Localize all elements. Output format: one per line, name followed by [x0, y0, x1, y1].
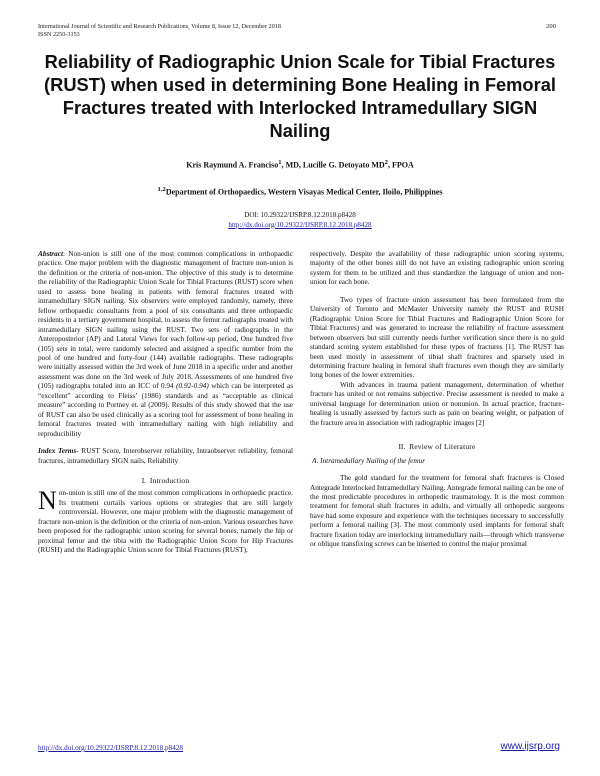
intro-paragraph-3: With advances in trauma patient management, determination of whether fracture has united or not remains subjective. Precise assessment is needed to make a universal language for determination union or nonunion. In actual practice, fracture-healing is usually assessed by factors such as pain on bearing weight, or palpation of the fracture area in association with radiographic images [2] — [310, 380, 564, 427]
author-2-affil: 2 — [384, 159, 388, 166]
section-title: Review of Literature — [409, 442, 476, 452]
section-title: Introduction — [149, 475, 190, 485]
paper-title: Reliability of Radiographic Union Scale for Tibial Fractures (RUST) when used in determining Bone Healing in Femoral Fractures treated with Interlocked Intramedullary SIGN Nailing — [44, 51, 556, 141]
footer-doi-link[interactable]: http://dx.doi.org/10.29322/IJSRP.8.12.2018.p8428 — [38, 744, 184, 752]
author-1-affil: 1 — [278, 159, 282, 166]
footer-site-link[interactable]: www.ijsrp.org — [500, 741, 560, 752]
index-terms — [38, 447, 293, 466]
author-1-degree: , MD, — [281, 160, 303, 170]
affiliation — [40, 186, 560, 197]
issn: ISSN 2250-3153 — [38, 31, 80, 38]
index-terms-label: Index Terms — [38, 447, 77, 456]
abstract-text: : Non-union is still one of the most common complications in orthopaedic practice. One major problem with the diagnostic management of fracture non-union is the definition or the criteria of non-union. The objective of this study is to determine the reliability of the Radiographic Union Scale for Tibial Fractures (RUST) score when used to assess bone healing in patients with femoral fractures treated with intramedullary SIGN nailing. Six observers were employed randomly, namely, three fellow orthopaedic consultants from a pool of six consultants and three orthopaedic residents in a tertiary government hospital, to assess the femur radiographs treated with intramedullary SIGN nailing using the RUST. Two sets of radiographs in the Anteroposterior (AP) and Lateral Views for each follow-up period, One hundred five (105) sets in total, were randomly selected and assigned a specific number from the pool of one hundred and forty-four (144) available radiographs. These radiographs were initially assessed within the 3rd week of June 2018 in a specific order and another assessment was done on the 3rd week of July 2018. Assessments of one hundred five (105) radiographs totaled into an ICC of 0.94 — [38, 250, 293, 391]
subsection-heading: A. Intramedullary Nailing of the femur — [312, 455, 426, 465]
right-column — [310, 250, 564, 550]
section-heading-review — [310, 442, 564, 451]
page-number: 200 — [546, 23, 556, 30]
author-2: Lucille G. Detoyato MD — [302, 160, 385, 170]
author-2-degree: , FPOA — [387, 160, 414, 170]
abstract-text-cont: which can be interpreted as “excellent” according to Fleiss’ (1986) standards and as “acceptable as clinical measure” according to Portney et. al (2009). Results of this study showed that the use of RUST can also be used clinically as a scoring tool for assessment of bone healing in femoral fractures treated with intramedullary nailing with high reliability and reproducibility — [38, 382, 294, 438]
intro-paragraph — [38, 486, 293, 555]
intro-continued: respectively. Despite the availability of these radiographic union scoring systems, majority of the other bones still do not have an existing radiographic union scoring system for them to be utilized and thus standardize the language of union and non-union for each bone. — [310, 250, 564, 287]
affiliation-text: Department of Orthopaedics, Western Visayas Medical Center, Iloilo, Philippines — [165, 187, 443, 197]
doi-link[interactable]: http://dx.doi.org/10.29322/IJSRP.8.12.2018.p8428 — [228, 220, 372, 229]
doi-text: DOI: 10.29322/IJSRP.8.12.2018.p8428 — [244, 211, 356, 219]
abstract — [38, 250, 293, 439]
section-heading-introduction — [38, 476, 293, 485]
section-numeral: II. — [398, 442, 406, 452]
running-header — [38, 23, 281, 39]
affiliation-marker: 1,2 — [157, 186, 166, 193]
author-line — [40, 159, 560, 170]
review-paragraph: The gold standard for the treatment for femoral shaft fractures is Closed Antegrade Interlocked Intramedullary Nailing. Antegrade femoral nailing can be one of the most predictable procedures in orthopedic traumatology. It is the most common treatment for femoral shaft fractures in adults, and virtually all orthopedic surgeons have had some exposure and experience with the techniques necessary to successfully perform a femoral nailing [3]. The most commonly used implants for femoral shaft fracture fixation today are interlocking intramedullary nails—through which transverse or oblique transfixing screws can be inserted to control the major proximal — [310, 474, 564, 549]
intro-paragraph-2: Two types of fracture union assessment has been formulated from the University of Toronto and McMaster University namely the RUST and RUSH (Radiographic Union Score for Tibial Fractures and Radiographic Union Score for Tibial Fractures) and was generated to increase the reliability of fracture assessment between observers but still currently needs further verification since there is no gold standard scoring system established for these types of fractures [1]. The RUST has been used mostly in assessment of tibial shaft fractures and sparsely used in determining fracture healing in femoral shaft fractures even though they are similarly long bones of the lower extremities. — [310, 295, 564, 380]
author-1: Kris Raymund A. Franciso — [186, 160, 279, 170]
intro-text: on-union is still one of the most common complications in orthopaedic practice. Its treatment curtails various options or strategies that are still largely controversial. However, one major problem with the diagnostic management of fracture non-union is the definition or the criteria of non-union. Various researches have been proposed for the radiographic union scoring for several bones, namely the hip or proximal femur and the tibia with the Radiographic Union Score for Hip Fractures (RUSH) and the Radiographic Union score for Tibial Fractures (RUST), — [38, 489, 293, 555]
journal-name: International Journal of Scientific and Research Publications, Volume 8, Issue 12, December 2018 — [38, 23, 281, 30]
drop-cap: N — [38, 486, 57, 516]
abstract-ci: (0.92-0.94) — [176, 382, 209, 391]
left-column — [38, 250, 293, 556]
doi-block — [40, 211, 560, 230]
abstract-label: Abstract — [38, 250, 63, 258]
section-numeral: I. — [141, 475, 147, 485]
index-terms-text: - RUST Score, Interobserver reliability, Intraobserver reliability, femoral fractures, intramedullary SIGN nails, Reliability — [38, 447, 293, 465]
